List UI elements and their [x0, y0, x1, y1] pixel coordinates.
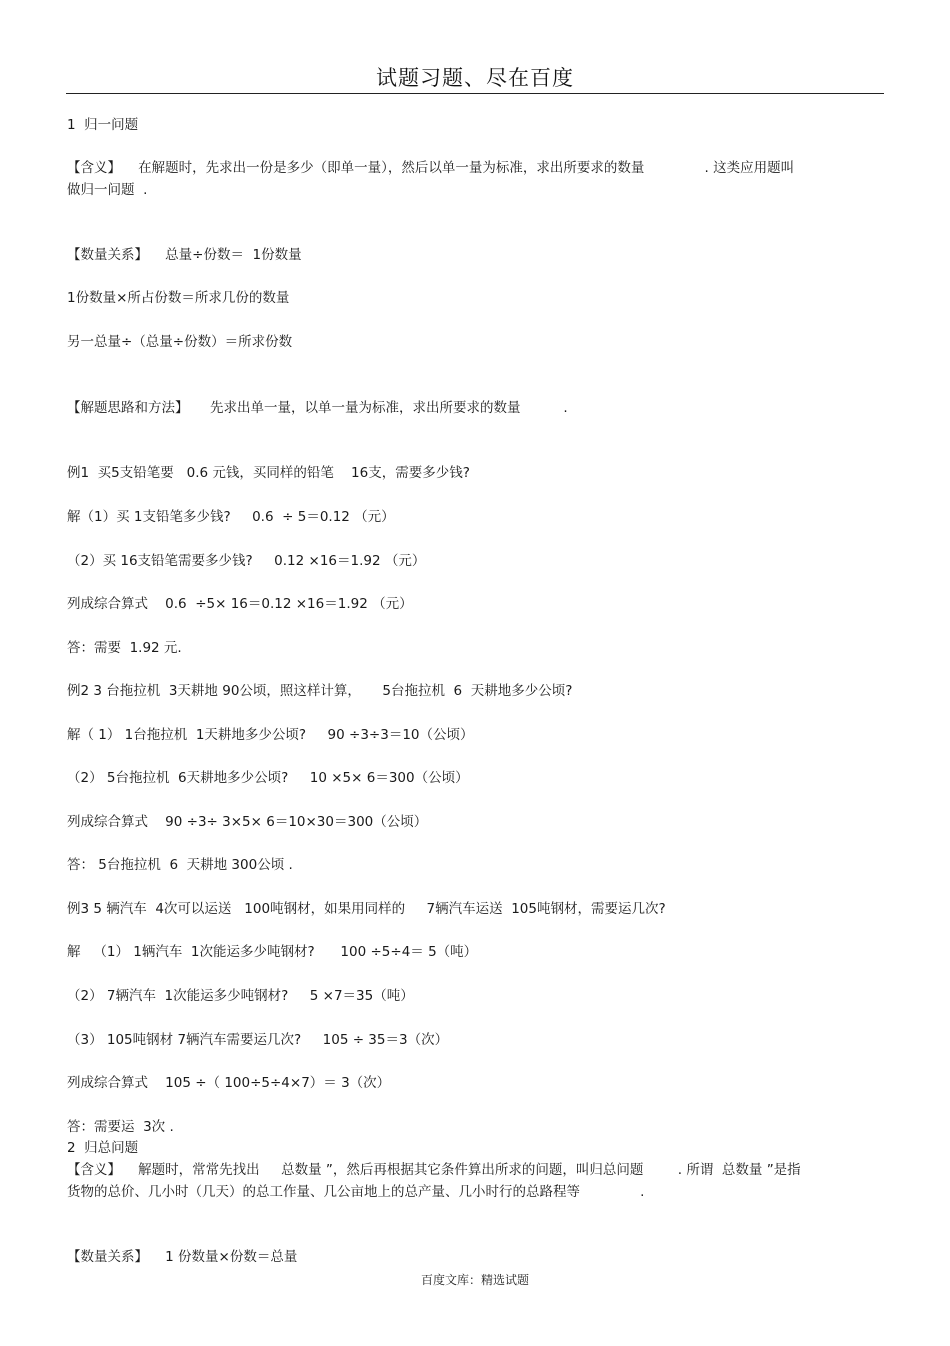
- example-2-formula: 列成综合算式 90 ÷3÷ 3×5× 6＝10×30＝300（公顷）: [67, 814, 428, 830]
- example-2-step: 解（ 1） 1台拖拉机 1天耕地多少公顷? 90 ÷3÷3＝10（公顷）: [67, 727, 474, 743]
- example-3-answer: 答：需要运 3次 .: [67, 1119, 174, 1135]
- example-2-question: 例2 3 台拖拉机 3天耕地 90公顷，照这样计算， 5台拖拉机 6 天耕地多少公顷?: [67, 683, 573, 699]
- method-line: 【解题思路和方法】 先求出单一量，以单一量为标准，求出所要求的数量 .: [67, 400, 568, 416]
- example-3-formula: 列成综合算式 105 ÷（ 100÷5÷4×7）＝ 3（次）: [67, 1075, 391, 1091]
- example-2-answer: 答： 5台拖拉机 6 天耕地 300公顷 .: [67, 857, 293, 873]
- header-divider: [66, 93, 884, 94]
- page-footer: 百度文库：精选试题: [420, 1273, 529, 1287]
- text-line: 1份数量×所占份数＝所求几份的数量: [67, 290, 290, 306]
- quantity-relation-line: 【数量关系】 总量÷份数＝ 1份数量: [67, 247, 302, 263]
- quantity-relation-line: 【数量关系】 1 份数量×份数＝总量: [67, 1249, 298, 1265]
- text-line: 另一总量÷（总量÷份数）＝所求份数: [67, 334, 293, 350]
- section-heading-1: 1 归一问题: [67, 117, 139, 133]
- example-3-step: 解 （1） 1辆汽车 1次能运多少吨钢材? 100 ÷5÷4＝ 5（吨）: [67, 944, 478, 960]
- section-heading-2: 2 归总问题: [67, 1140, 139, 1156]
- definition-line: 【含义】 在解题时，先求出一份是多少（即单一量），然后以单一量为标准，求出所要求的数量 . 这类应用题叫: [67, 160, 795, 176]
- example-1-question: 例1 买5支铅笔要 0.6 元钱，买同样的铅笔 16支，需要多少钱?: [67, 465, 470, 481]
- example-3-question: 例3 5 辆汽车 4次可以运送 100吨钢材，如果用同样的 7辆汽车运送 105吨钢材，需要运几次?: [67, 901, 666, 917]
- example-1-answer: 答：需要 1.92 元.: [67, 640, 182, 656]
- example-2-step: （2） 5台拖拉机 6天耕地多少公顷? 10 ×5× 6＝300（公顷）: [67, 770, 469, 786]
- page-header-title: 试题习题、尽在百度: [376, 66, 574, 90]
- example-1-step: （2）买 16支铅笔需要多少钱? 0.12 ×16＝1.92 （元）: [67, 553, 426, 569]
- example-1-step: 解（1）买 1支铅笔多少钱? 0.6 ÷ 5＝0.12 （元）: [67, 509, 395, 525]
- example-1-formula: 列成综合算式 0.6 ÷5× 16＝0.12 ×16＝1.92 （元）: [67, 596, 413, 612]
- definition-line: 【含义】 解题时，常常先找出 总数量 ”，然后再根据其它条件算出所求的问题，叫归总问题 . 所谓 总数量 ”是指: [67, 1162, 801, 1178]
- example-3-step: （3） 105吨钢材 7辆汽车需要运几次? 105 ÷ 35＝3（次）: [67, 1032, 449, 1048]
- definition-line-cont: 做归一问题 .: [67, 182, 148, 198]
- example-3-step: （2） 7辆汽车 1次能运多少吨钢材? 5 ×7＝35（吨）: [67, 988, 414, 1004]
- definition-line-cont: 货物的总价、几小时（几天）的总工作量、几公亩地上的总产量、几小时行的总路程等 .: [67, 1184, 645, 1200]
